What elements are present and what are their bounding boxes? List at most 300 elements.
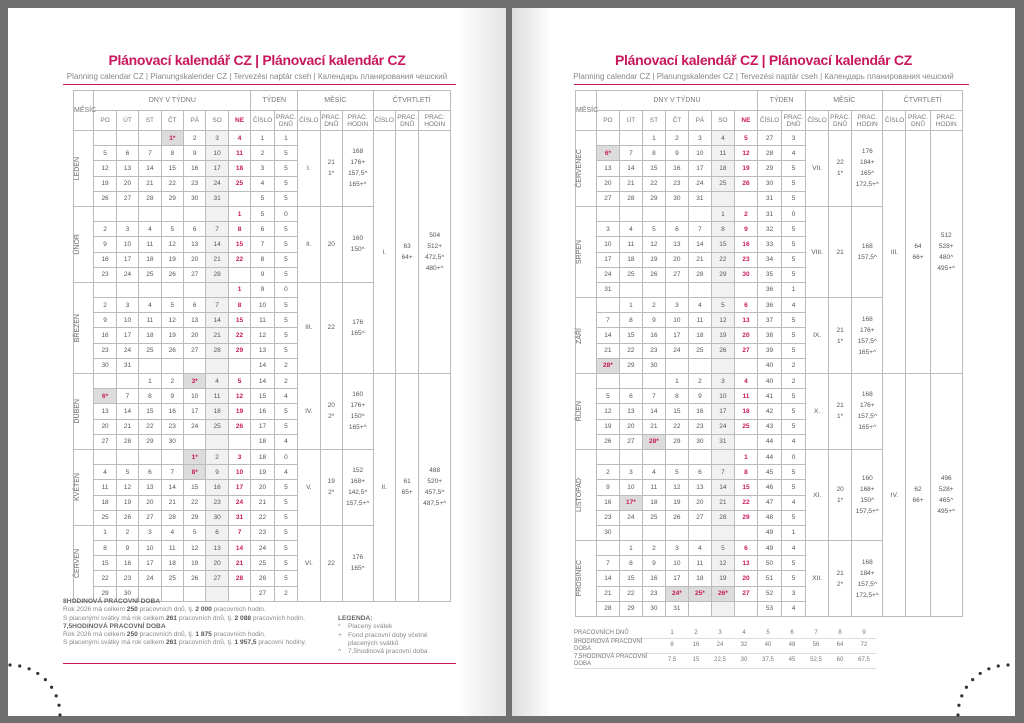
day-cell: 29 [183, 510, 205, 525]
header-quarter: ČTVRTLETÍ [883, 91, 963, 111]
week-work-days: 5 [274, 237, 297, 252]
week-number: 6 [251, 222, 274, 237]
day-cell [711, 191, 734, 206]
day-cell: 14 [596, 571, 619, 586]
month-work-hours-value: 165+^ [858, 348, 877, 356]
day-cell [711, 601, 734, 616]
day-cell [596, 449, 619, 464]
day-cell [642, 374, 665, 389]
month-work-days-value: 21 [836, 326, 844, 334]
header-workHours: PRAC. HODIN [852, 111, 883, 131]
day-cell: 20 [183, 252, 205, 267]
week-work-days: 5 [274, 510, 297, 525]
day-cell: 30 [161, 434, 183, 449]
month-name-cell [74, 374, 94, 450]
month-work-days-value: 1* [837, 413, 844, 421]
day-cell: 22 [665, 419, 688, 434]
week-number: 9 [251, 282, 274, 297]
month-work-hours-value: 160 [352, 235, 364, 243]
day-cell: 24 [228, 495, 250, 510]
hours-cell: 37,5 [756, 653, 780, 668]
month-work-days [829, 131, 852, 207]
day-cell: 17 [665, 328, 688, 343]
day-cell: 18 [711, 161, 734, 176]
footer-text: pracovních dnů, tj. [176, 639, 235, 647]
week-work-days: 5 [782, 252, 806, 267]
day-cell: 17 [206, 161, 228, 176]
day-cell: 8 [94, 541, 116, 556]
week-number: 12 [251, 328, 274, 343]
month-name-cell [74, 449, 94, 525]
day-cell: 2 [734, 206, 757, 221]
day-cell: 30 [596, 525, 619, 540]
day-cell: 25 [139, 343, 161, 358]
day-cell: 25 [139, 267, 161, 282]
day-cell: 18 [139, 328, 161, 343]
day-cell: 17 [183, 404, 205, 419]
day-cell: 27 [116, 191, 138, 206]
day-cell: 30 [734, 267, 757, 282]
header-weekday: NE [734, 111, 757, 131]
day-cell [688, 601, 711, 616]
week-row [74, 374, 451, 389]
day-cell: 15 [228, 237, 250, 252]
day-cell: 20 [596, 176, 619, 191]
day-cell: 12 [734, 146, 757, 161]
week-work-days: 5 [782, 480, 806, 495]
header-number: ČÍSLO [883, 111, 906, 131]
month-name-cell [576, 541, 597, 617]
month-name-cell [576, 131, 597, 207]
quarter-work-hours-value: 472,5^ [425, 254, 445, 261]
month-work-hours-value: 157,5^ [857, 254, 877, 261]
day-cell: 2 [94, 298, 116, 313]
week-number: 36 [757, 282, 781, 297]
day-cell [688, 358, 711, 373]
month-work-hours [342, 282, 373, 373]
day-cell [94, 131, 116, 146]
day-cell: 3 [139, 525, 161, 540]
week-number: 39 [757, 343, 781, 358]
header-weekday: ST [139, 111, 161, 131]
month-work-hours-value: 168 [861, 315, 873, 323]
week-number: 35 [757, 267, 781, 282]
day-cell: 8 [619, 556, 642, 571]
quarter-work-days-value: 65+ [401, 489, 413, 497]
month-work-days-value: 22 [327, 324, 335, 332]
day-cell: 8 [642, 146, 665, 161]
hours-cell: 24 [708, 638, 732, 653]
day-cell: 24 [665, 343, 688, 358]
day-cell [228, 191, 250, 206]
month-work-hours [852, 374, 883, 450]
day-cell: 5 [228, 374, 250, 389]
month-work-hours-value: 176+ [350, 402, 366, 410]
header-weekday: PÁ [688, 111, 711, 131]
day-cell: 17 [596, 252, 619, 267]
month-name-cell [74, 131, 94, 207]
header-days: DNY V TÝDNU [94, 91, 251, 111]
month-number: XI. [806, 449, 829, 540]
month-name: SRPEN [576, 239, 583, 265]
month-work-days-value: 21 [836, 402, 844, 410]
day-cell: 26 [161, 267, 183, 282]
day-cell: 8 [734, 465, 757, 480]
calendar-table-h2 [575, 90, 963, 617]
week-number: 11 [251, 313, 274, 328]
day-cell: 23 [642, 586, 665, 601]
day-cell: 2 [94, 222, 116, 237]
legend-text: Fond pracovní doby včetně placených svátků [348, 631, 428, 647]
day-cell: 14 [619, 161, 642, 176]
hours-cell: 40 [756, 638, 780, 653]
day-cell [183, 358, 205, 373]
hours-cell: 8 [828, 629, 852, 638]
day-cell: 15 [183, 480, 205, 495]
footer-text: 2 088 [234, 614, 252, 622]
day-cell: 2 [665, 131, 688, 146]
month-work-days [320, 131, 342, 207]
week-work-days: 5 [782, 176, 806, 191]
day-cell: 13 [183, 313, 205, 328]
day-cell: 12 [161, 237, 183, 252]
hours-cell: 4 [732, 629, 756, 638]
day-cell [619, 374, 642, 389]
day-cell: 9 [116, 541, 138, 556]
day-cell [161, 358, 183, 373]
month-work-days [829, 449, 852, 540]
month-work-hours-value: 184+ [859, 159, 875, 167]
day-cell: 29 [619, 358, 642, 373]
quarter-number: I. [373, 131, 395, 374]
week-work-days: 3 [782, 131, 806, 146]
day-cell: 26 [228, 419, 250, 434]
day-cell [596, 298, 619, 313]
day-cell: 25 [711, 176, 734, 191]
month-work-hours-value: 165^ [350, 565, 365, 573]
day-cell [139, 131, 161, 146]
day-cell [642, 206, 665, 221]
hours-cell: 48 [780, 638, 804, 653]
week-number: 14 [251, 358, 274, 373]
week-work-days: 5 [782, 161, 806, 176]
day-cell: 17 [228, 480, 250, 495]
month-work-hours-value: 160 [352, 391, 364, 399]
week-number: 44 [757, 434, 781, 449]
day-cell: 25 [228, 176, 250, 191]
day-cell: 9 [642, 556, 665, 571]
week-work-days: 0 [274, 206, 297, 221]
footer-text: pracovních hodin. [251, 614, 305, 622]
quarter-work-hours-value: 480^ [939, 254, 954, 261]
week-work-days: 0 [782, 449, 806, 464]
day-cell: 7 [596, 313, 619, 328]
day-cell: 10 [228, 465, 250, 480]
day-cell [734, 282, 757, 297]
day-cell: 14 [711, 480, 734, 495]
week-number: 49 [757, 525, 781, 540]
day-cell: 26 [642, 267, 665, 282]
day-cell: 19 [94, 176, 116, 191]
month-name-cell [576, 449, 597, 540]
week-work-days: 2 [274, 374, 297, 389]
day-cell: 7 [206, 222, 228, 237]
footer-line [63, 606, 306, 614]
day-cell [665, 525, 688, 540]
week-number: 17 [251, 419, 274, 434]
week-row [74, 131, 451, 146]
day-cell: 3 [619, 465, 642, 480]
day-cell: 6 [734, 541, 757, 556]
month-work-hours-value: 172,5+^ [855, 181, 879, 189]
month-work-hours-value: 168 [861, 391, 873, 399]
legend-symbol: + [338, 631, 342, 639]
day-cell: 14 [206, 313, 228, 328]
day-cell: 30 [642, 601, 665, 616]
day-cell: 26 [734, 176, 757, 191]
day-cell [206, 206, 228, 221]
day-cell: 28 [206, 343, 228, 358]
quarter-number: III. [883, 131, 906, 374]
week-work-days: 5 [782, 556, 806, 571]
month-name: BŘEZEN [74, 313, 81, 343]
day-cell: 9 [161, 389, 183, 404]
quarter-work-days-value: 64+ [401, 254, 413, 261]
header-workHours: PRAC. HODIN [930, 111, 962, 131]
legend-text: 7,5hodinová pracovní doba [348, 648, 428, 656]
hours-cell: 1 [660, 629, 684, 638]
header-weekday: ÚT [116, 111, 138, 131]
week-work-days: 5 [782, 389, 806, 404]
footer-text: S placenými svátky má rok celkem [63, 639, 166, 647]
day-cell: 20 [734, 571, 757, 586]
day-cell: 7 [711, 465, 734, 480]
header-weekday: ČT [161, 111, 183, 131]
day-cell: 5 [642, 222, 665, 237]
day-cell [734, 434, 757, 449]
day-cell [161, 449, 183, 464]
day-cell: 28 [228, 571, 250, 586]
week-number: 18 [251, 449, 274, 464]
day-cell: 4 [688, 298, 711, 313]
week-number: 50 [757, 556, 781, 571]
decorative-dots [952, 658, 1012, 718]
day-cell: 8 [619, 313, 642, 328]
day-cell: 12 [183, 541, 205, 556]
quarter-work-hours-value: 528+ [938, 243, 954, 250]
day-cell: 14 [161, 480, 183, 495]
legend-symbol: ^ [338, 648, 342, 656]
day-cell: 29 [619, 601, 642, 616]
week-work-days: 4 [782, 541, 806, 556]
month-work-days-value: 1* [328, 170, 335, 178]
week-number: 27 [251, 586, 274, 601]
legend-title: LEGENDA: [338, 615, 373, 622]
month-number: II. [298, 206, 320, 282]
day-cell [206, 282, 228, 297]
day-cell [183, 434, 205, 449]
day-cell: 28 [596, 601, 619, 616]
day-cell: 6 [734, 298, 757, 313]
day-cell [734, 191, 757, 206]
day-cell: 22 [183, 495, 205, 510]
header-month: MĚSÍC [74, 91, 94, 131]
day-cell [183, 206, 205, 221]
week-work-days: 5 [782, 343, 806, 358]
day-cell: 6 [183, 298, 205, 313]
day-cell [596, 131, 619, 146]
week-number: 46 [757, 480, 781, 495]
hours-row [574, 629, 876, 638]
day-cell: 1 [619, 298, 642, 313]
day-cell [596, 374, 619, 389]
day-cell: 11 [206, 389, 228, 404]
week-work-days: 5 [274, 267, 297, 282]
quarter-work-days [906, 131, 930, 374]
day-cell: 10 [596, 237, 619, 252]
day-cell: 5 [161, 298, 183, 313]
day-cell: 30 [642, 358, 665, 373]
day-cell: 23 [665, 176, 688, 191]
day-cell: 20 [688, 495, 711, 510]
day-cell [206, 434, 228, 449]
hours-cell: 32 [732, 638, 756, 653]
quarter-work-hours-value: 512+ [427, 243, 442, 250]
day-cell: 24* [665, 586, 688, 601]
day-cell: 10 [665, 313, 688, 328]
header-weekday: SO [711, 111, 734, 131]
day-cell: 16 [665, 161, 688, 176]
day-cell: 27 [206, 571, 228, 586]
day-cell: 11 [161, 541, 183, 556]
day-cell: 7 [642, 389, 665, 404]
month-work-days-value: 21 [836, 569, 844, 577]
week-work-days: 5 [274, 313, 297, 328]
month-number: IX. [806, 298, 829, 374]
week-number: 15 [251, 389, 274, 404]
week-work-days: 5 [274, 328, 297, 343]
day-cell: 2 [688, 374, 711, 389]
day-cell: 11 [688, 313, 711, 328]
day-cell: 26 [711, 343, 734, 358]
header-workDays: PRAC. DNŮ [782, 111, 806, 131]
day-cell: 30 [688, 434, 711, 449]
month-work-days [320, 449, 342, 525]
day-cell: 3 [711, 374, 734, 389]
day-cell: 25* [688, 586, 711, 601]
month-work-days-value: 2* [328, 413, 335, 421]
week-work-days: 5 [782, 222, 806, 237]
day-cell: 22 [734, 495, 757, 510]
day-cell: 17 [665, 571, 688, 586]
day-cell: 29 [711, 267, 734, 282]
day-cell: 17 [116, 252, 138, 267]
hours-cell: 8HODINOVÁ PRACOVNÍ DOBA [574, 638, 660, 653]
day-cell [183, 282, 205, 297]
day-cell: 11 [139, 313, 161, 328]
day-cell: 15 [139, 404, 161, 419]
week-number: 45 [757, 465, 781, 480]
day-cell: 25 [642, 510, 665, 525]
day-cell: 19 [183, 556, 205, 571]
month-work-hours-value: 176+ [350, 159, 366, 167]
day-cell: 7 [619, 146, 642, 161]
day-cell: 5 [596, 389, 619, 404]
day-cell: 29 [665, 434, 688, 449]
week-number: 2 [251, 146, 274, 161]
day-cell: 31 [116, 358, 138, 373]
header-workDays: PRAC. DNŮ [274, 111, 297, 131]
day-cell [116, 131, 138, 146]
day-cell: 18 [161, 556, 183, 571]
legend-item [338, 648, 458, 656]
month-work-hours-value: 157,5^ [857, 580, 877, 588]
footer-text: Rok 2026 má celkem [63, 606, 127, 614]
day-cell: 5 [183, 525, 205, 540]
day-cell [665, 358, 688, 373]
week-number: 36 [757, 298, 781, 313]
month-work-hours-value: 176 [861, 148, 873, 156]
day-cell [116, 374, 138, 389]
day-cell: 24 [711, 419, 734, 434]
month-name: ČERVENEC [576, 149, 583, 188]
week-number: 14 [251, 374, 274, 389]
month-work-days-value: 21 [327, 159, 335, 167]
week-work-days: 2 [782, 374, 806, 389]
day-cell: 7 [206, 298, 228, 313]
day-cell: 3 [596, 222, 619, 237]
day-cell: 12 [665, 480, 688, 495]
week-number: 32 [757, 222, 781, 237]
footer-line [63, 615, 306, 623]
hours-cell: 30 [732, 653, 756, 668]
day-cell: 23 [206, 495, 228, 510]
week-number: 38 [757, 328, 781, 343]
day-cell: 26 [183, 571, 205, 586]
week-work-days: 4 [782, 434, 806, 449]
day-cell: 28 [161, 510, 183, 525]
day-cell: 2 [161, 374, 183, 389]
day-cell: 15 [642, 161, 665, 176]
calendar-table-h1 [73, 90, 451, 602]
footer-text: Rok 2026 má celkem [63, 631, 127, 639]
hours-cell: 16 [684, 638, 708, 653]
day-cell [734, 525, 757, 540]
header-weekday: SO [206, 111, 228, 131]
month-work-hours-value: 168 [861, 243, 873, 250]
week-number: 34 [757, 252, 781, 267]
legend-symbol: * [338, 623, 341, 631]
quarter-work-days-value: 66+ [912, 497, 924, 504]
quarter-work-hours-value: 495+^ [937, 508, 956, 515]
day-cell: 16 [642, 328, 665, 343]
day-cell: 1 [734, 449, 757, 464]
day-cell: 28 [688, 267, 711, 282]
day-cell: 11 [734, 389, 757, 404]
footer-text: S placenými svátky má rok celkem [63, 614, 166, 622]
month-work-hours [342, 525, 373, 601]
day-cell: 6 [619, 389, 642, 404]
quarter-work-days-value: 62 [914, 486, 922, 493]
day-cell [596, 541, 619, 556]
month-work-hours [342, 374, 373, 450]
footer-heading-8h: 8HODINOVÁ PRACOVNÍ DOBA [63, 598, 161, 605]
day-cell: 23 [734, 252, 757, 267]
day-cell: 27 [734, 343, 757, 358]
month-work-hours [342, 449, 373, 525]
week-work-days: 1 [274, 131, 297, 146]
day-cell [228, 358, 250, 373]
